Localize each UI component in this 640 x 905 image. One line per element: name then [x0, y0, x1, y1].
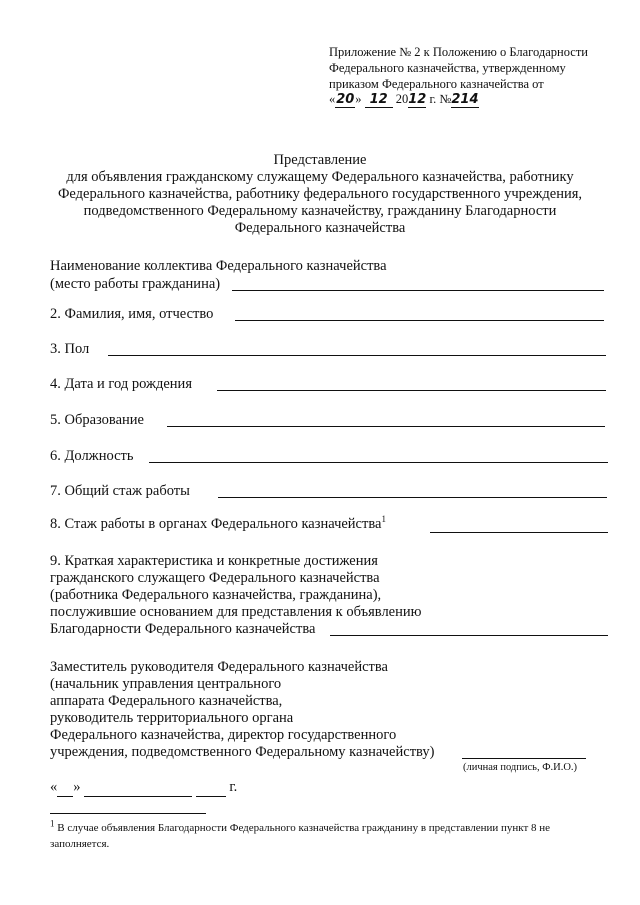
signature-line-2: (начальник управления центрального: [50, 676, 282, 692]
field-position-label: 6. Должность: [50, 448, 134, 464]
date-day-blank[interactable]: [57, 779, 73, 797]
title-line-3: Федерального казначейства, работнику федерального государственного учреждения,: [57, 186, 583, 202]
signature-line-4: руководитель территориального органа: [50, 710, 294, 726]
field-total-experience-label: 7. Общий стаж работы: [50, 483, 190, 499]
date-close-quote: »: [355, 92, 362, 106]
header-line-3: приказом Федерального казначейства от: [329, 77, 544, 91]
signature-line-6: учреждения, подведомственного Федеральному казначейству): [50, 744, 435, 760]
field-achievements-line-5: Благодарности Федерального казначейства: [50, 621, 316, 637]
document-title: [0, 152, 640, 237]
header-line-1: Приложение № 2 к Положению о Благодарности: [329, 45, 588, 59]
field-achievements-line-4: послужившие основанием для представления к объявлению: [50, 604, 422, 620]
signature-input-line[interactable]: [462, 758, 586, 759]
order-number: 214: [451, 92, 479, 107]
field-achievements-line-3: (работника Федерального казначейства, гражданина),: [50, 587, 382, 603]
field-fullname-input-line[interactable]: [235, 320, 604, 321]
field-workplace-label: (место работы гражданина): [50, 276, 221, 292]
field-collective-label: Наименование коллектива Федерального казначейства: [50, 258, 387, 274]
footnote-text: В случае объявления Благодарности Федерального казначейства гражданину в представлении пункт 8 не: [54, 822, 551, 834]
field-education-label: 5. Образование: [50, 412, 144, 428]
date-month-blank[interactable]: [84, 779, 192, 797]
title-line-4: подведомственного Федеральному казначейству, гражданину Благодарности: [83, 203, 557, 219]
footnote-line-2: заполняется.: [50, 838, 110, 850]
signature-line-3: аппарата Федерального казначейства,: [50, 693, 283, 709]
date-year-suffix: г.: [229, 779, 238, 795]
order-year-end: г. №: [426, 92, 452, 106]
title-line-1: Представление: [273, 152, 367, 168]
date-line: [50, 779, 237, 797]
field-birthdate-label: 4. Дата и год рождения: [50, 376, 192, 392]
date-close-quote-bottom: »: [73, 779, 81, 795]
field-education-input-line[interactable]: [167, 426, 605, 427]
date-year-blank[interactable]: [196, 779, 226, 797]
signature-line-5: Федерального казначейства, директор государственного: [50, 727, 397, 743]
date-open-quote-bottom: «: [50, 779, 58, 795]
field-collective-input-line[interactable]: [232, 290, 604, 291]
field-treasury-experience-label: [50, 516, 386, 533]
order-month: 12: [365, 92, 393, 108]
header-line-2: Федерального казначейства, утвержденному: [329, 61, 566, 75]
field-position-input-line[interactable]: [149, 462, 608, 463]
signature-caption: (личная подпись, Ф.И.О.): [463, 762, 578, 773]
footnote-line-1: [50, 818, 551, 836]
footnote-ref: 1: [381, 514, 386, 525]
field-achievements-line-2: гражданского служащего Федерального казначейства: [50, 570, 380, 586]
order-year-suffix: 12: [408, 92, 427, 107]
date-open-quote: «: [329, 92, 336, 106]
field-achievements-line-1: 9. Краткая характеристика и конкретные достижения: [50, 553, 378, 569]
title-line-5: Федерального казначейства: [234, 220, 406, 236]
field-total-experience-input-line[interactable]: [218, 497, 607, 498]
field-gender-label: 3. Пол: [50, 341, 90, 357]
field-birthdate-input-line[interactable]: [217, 390, 606, 391]
field-gender-input-line[interactable]: [108, 355, 606, 356]
field-achievements-input-line[interactable]: [330, 635, 608, 636]
title-line-2: для объявления гражданскому служащему Федерального казначейства, работнику: [66, 169, 574, 185]
signature-line-1: Заместитель руководителя Федерального казначейства: [50, 659, 388, 675]
header-date-line: [329, 92, 479, 108]
order-day: 20: [336, 92, 355, 107]
field-fullname-label: 2. Фамилия, имя, отчество: [50, 306, 214, 322]
footnote-separator: [50, 813, 206, 814]
field-treasury-experience-input-line[interactable]: [430, 532, 608, 533]
footnote-marker: 1: [50, 818, 55, 829]
order-year-prefix: 20: [395, 92, 409, 106]
field-treasury-experience-text: 8. Стаж работы в органах Федерального казначейства: [50, 516, 382, 532]
